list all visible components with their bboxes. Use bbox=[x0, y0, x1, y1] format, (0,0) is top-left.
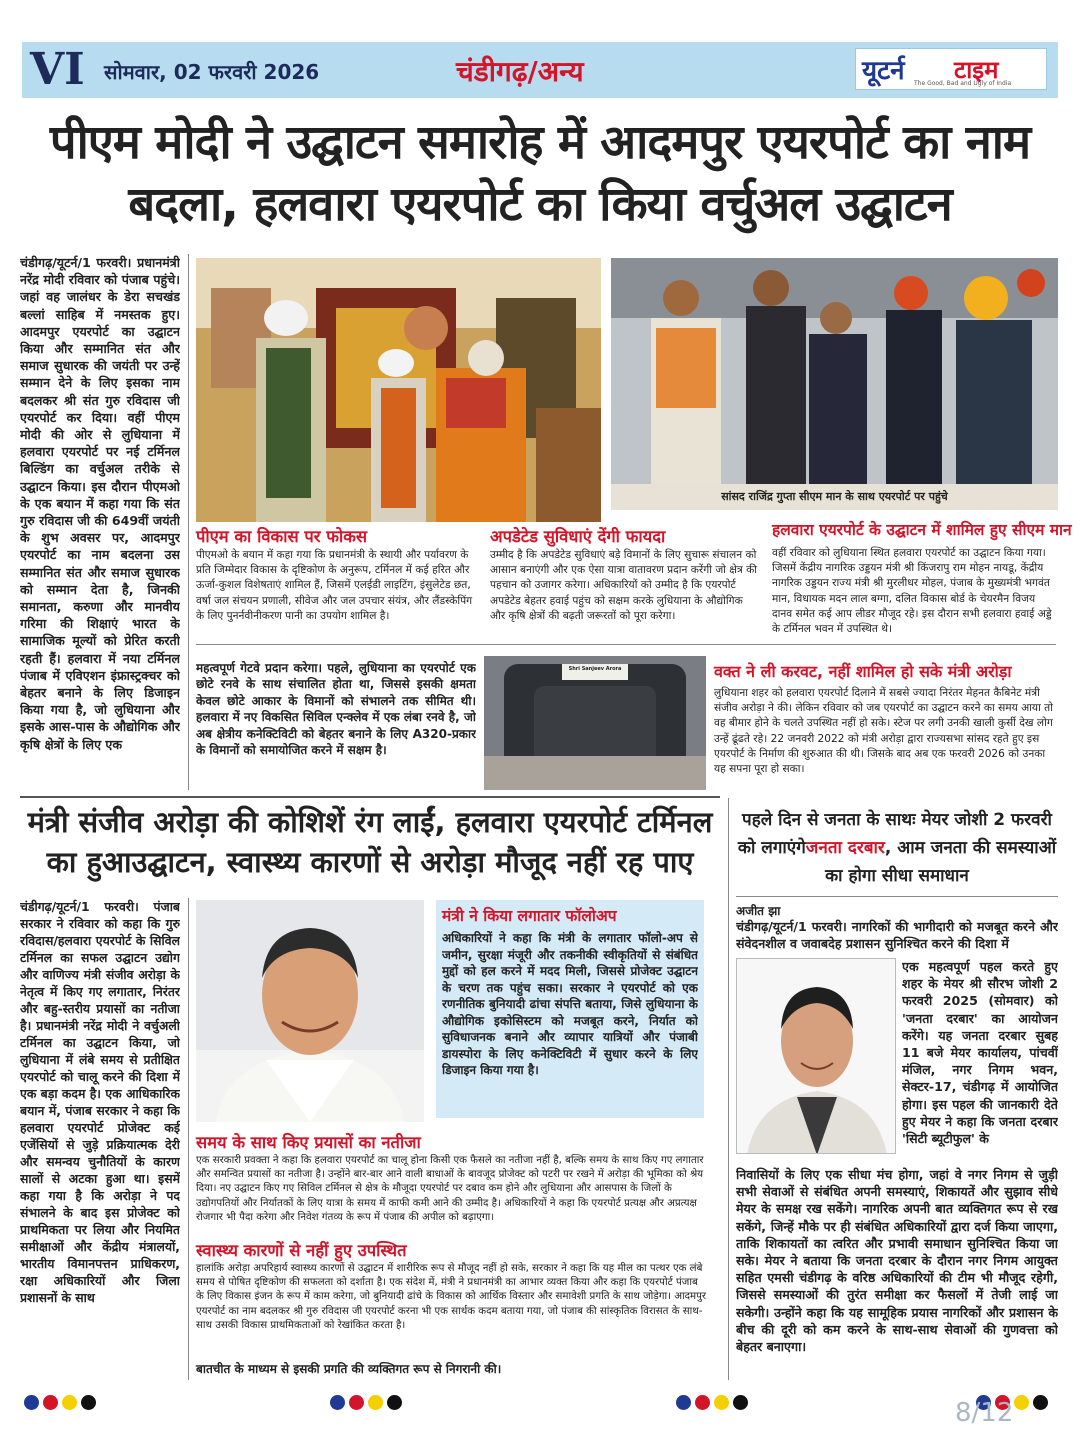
divider bbox=[736, 896, 1058, 897]
newspaper-logo bbox=[855, 48, 1047, 90]
color-dot bbox=[368, 1395, 383, 1410]
color-dot bbox=[43, 1395, 58, 1410]
color-dot bbox=[387, 1395, 402, 1410]
color-dot bbox=[1014, 1395, 1029, 1410]
subhead-pm-focus: पीएम का विकास पर फोकस bbox=[196, 527, 368, 546]
column-divider bbox=[188, 898, 189, 1380]
byline: अजीत झा bbox=[736, 904, 781, 918]
subtext-cm-mann: वहीं रविवार को लुधियाना स्थित हलवारा एयरपोर्ट का उद्घाटन किया गया। जिसमें केंद्रीय नागरिक उड्डयन मंत्री श्री किंजरापु राम मोहन नायडू, केंद्रीय नागरिक उड्डयन राज्य मंत्री श्री मुरलीधर मोहल, पंजाब के मुख्यमंत्री भगवंत मान, विधायक मदन लाल बग्गा, दलित विकास बोर्ड के चेयरमैन विजय दानव समेत कई आप लीडर मौजूद रहे। इस दौरान सभी हलवारा हवाई अड्डे के टर्मिनल भवन में उपस्थित थे। bbox=[772, 547, 1052, 636]
logo-text-1: यूटर्न bbox=[862, 56, 905, 86]
logo-tagline: The Good, Bad and Ugly of India bbox=[914, 80, 1012, 87]
issue-date: सोमवार, 02 फरवरी 2026 bbox=[104, 60, 320, 84]
color-dot bbox=[62, 1395, 77, 1410]
chair-nameplate: Shri Sanjeev Arora bbox=[568, 666, 622, 672]
color-dot bbox=[733, 1395, 748, 1410]
subtext-updated-facilities: उम्मीद है कि अपडेटेड सुविधाएं बड़े विमानों के लिए सुचारू संचालन को आसान बनाएंगी और एक ऐसा यात्रा वातावरण प्रदान करेंगी जो क्षेत्र की पहचान को उजागर करेगा। अधिकारियों को उम्मीद है कि एयरपोर्ट अपडेटेड बेहतर हवाई पहुंच को सक्षम करके लुधियाना के औद्योगिक और कृषि क्षेत्रों की बढ़ती जरूरतों को पूरा करेगा। bbox=[490, 549, 757, 622]
photo-caption: सांसद राजिंद्र गुप्ता सीएम मान के साथ एयरपोर्ट पर पहुंचे bbox=[611, 484, 1058, 510]
box-text: अधिकारियों ने कहा कि मंत्री के लगातार फॉलो-अप से जमीन, सुरक्षा मंजूरी और तकनीकी स्वीकृतियों से संबंधित मुद्दों को हल करने में मदद मिली, जिससे प्रोजेक्ट उद्घाटन के चरण तक पहुंच सका। सरकार ने एयरपोर्ट को एक रणनीतिक बुनियादी ढांचा संपत्ति बताया, जिसे लुधियाना के औद्योगिक इकोसिस्टम को मजबूत करने, निर्यात को सुविधाजनक बनाने और व्यापार यात्रियों और पंजाबी डायस्पोरा के लिए कनेक्टिविटी में सुधार करने के लिए डिजाइन किया गया है। bbox=[442, 931, 698, 1077]
story3-body: निवासियों के लिए एक सीधा मंच होगा, जहां वे नगर निगम से जुड़ी सभी सेवाओं से संबंधित अपनी समस्याएं, शिकायतें और सुझाव सीधे मेयर के समक्ष रख सकेंगे। नागरिक अपनी बात व्यक्तिगत रूप से रख सकेंगे, जिन्हें मौके पर ही संबंधित अधिकारियों द्वारा दर्ज किया जाएगा, ताकि शिकायतों का त्वरित और प्रभावी समाधान सुनिश्चित किया जा सके। मेयर ने बताया कि जनता दरबार के दौरान नगर निगम आयुक्त सहित एमसी चंडीगढ़ के वरिष्ठ अधिकारियों की टीम भी मौजूद रहेगी, जिससे समस्याओं की तुरंत समीक्षा कर फैसलों में तेजी लाई जा सकेगी। उन्होंने कहा कि यह सामूहिक प्रयास नागरिकों और प्रशासन के बीच की दूरी को कम करने के साथ-साथ सेवाओं की गुणवत्ता को बेहतर बनाएगा। bbox=[736, 1167, 1058, 1355]
subtext-health-reasons: हालांकि अरोड़ा अपरिहार्य स्वास्थ्य कारणों से उद्घाटन में शारीरिक रूप से मौजूद नहीं हो सके, सरकार ने कहा कि यह मील का पत्थर एक लंबे समय से पोषित दृष्टिकोण की सफलता को दर्शाता है। एक संदेश में, मंत्री ने प्रधानमंत्री का आभार व्यक्त किया और कहा कि एयरपोर्ट पंजाब के लिए विकास इंजन के रूप में काम करेगा, जो बुनियादी ढांचे के विकास को आर्थिक विस्तार और समावेशी प्रगति के साथ जोड़ेगा। आदमपुर एयरपोर्ट का नाम बदलकर श्री गुरु रविदास जी एयरपोर्ट करना भी एक सार्थक कदम बताया गया, जो पंजाब की सांस्कृतिक विरासत के साथ-साथ उसकी विकास प्राथमिकताओं को रेखांकित करता है। bbox=[196, 1263, 707, 1331]
story3-dateline: चंडीगढ़/यूटर्न/1 फरवरी। नागरिकों की भागीदारी को मजबूत करने और संवेदनशील व जवाबदेह प्रशासन सुनिश्चित करने की दिशा में bbox=[736, 919, 1058, 952]
story3-headline-part1: पहले दिन से जनता के साथः मेयर जोशी 2 फरवरी को लगाएंगे bbox=[737, 810, 1052, 858]
section-name: चंडीगढ़/अन्य bbox=[456, 55, 584, 88]
subhead-cm-mann: हलवारा एयरपोर्ट के उद्घाटन में शामिल हुए सीएम मान bbox=[772, 521, 1072, 539]
color-dot bbox=[676, 1395, 691, 1410]
color-dot bbox=[81, 1395, 96, 1410]
main-headline: पीएम मोदी ने उद्घाटन समारोह में आदमपुर एयरपोर्ट का नाम बदला, हलवारा एयरपोर्ट का किया वर्चुअल उद्घाटन bbox=[49, 115, 1031, 232]
story3-headline-red: जनता दरबार bbox=[805, 838, 885, 858]
column-divider bbox=[188, 254, 189, 790]
photo-mp-with-cm bbox=[611, 258, 1058, 484]
color-dot bbox=[330, 1395, 345, 1410]
photo-pm-at-dera bbox=[196, 258, 601, 522]
subtext-arora-missed: लुधियाना शहर को हलवारा एयरपोर्ट दिलाने में सबसे ज्यादा निरंतर मेहनत कैबिनेट मंत्री संजीव अरोड़ा ने की। लेकिन रविवार को जब एयरपोर्ट का उद्घाटन करने का समय आया तो वह बीमार होने के चलते उपस्थित नहीं हो सके। स्टेज पर लगी उनकी खाली कुर्सी देख लोग उन्हें ढूंढते रहे। 22 जनवरी 2022 को मंत्री अरोड़ा द्वारा राज्यसभा सांसद रहते हुए इस एयरपोर्ट के निर्माण की शुरुआत की थी। जिसके बाद अब एक फरवरी 2026 को उनका यह सपना पूरा हो सका। bbox=[714, 687, 1053, 776]
column-divider bbox=[728, 798, 729, 1380]
story3-headline-part2: , आम जनता की समस्याओं का होगा सीधा समाधान bbox=[825, 838, 1057, 886]
photo-empty-chair bbox=[484, 656, 706, 790]
gateway-text: महत्वपूर्ण गेटवे प्रदान करेगा। पहले, लुधियाना का एयरपोर्ट एक छोटे रनवे के साथ संचालित होता था, जिससे इसकी क्षमता केवल छोटे आकार के विमानों को संभालने तक सीमित थी। हलवारा में नए विकसित सिविल एन्क्लेव में एक लंबा रनवे है, जो अब क्षेत्रीय कनेक्टिविटी को बेहतर बनाने के लिए A320-प्रकार के विमानों को समायोजित करने में सक्षम है। bbox=[196, 661, 476, 758]
logo-text-2: टाइम bbox=[954, 56, 999, 84]
story3-headline bbox=[736, 806, 1058, 890]
color-dot bbox=[24, 1395, 39, 1410]
box-title: मंत्री ने किया लगातार फॉलोअप bbox=[442, 907, 617, 925]
color-dot bbox=[714, 1395, 729, 1410]
color-dot bbox=[1033, 1395, 1048, 1410]
story1-left-column: चंडीगढ़/यूटर्न/1 फरवरी। प्रधानमंत्री नरेंद्र मोदी रविवार को पंजाब पहुंचे। जहां वह जालंधर के डेरा सचखंड बल्लां साहिब में नमस्तक हुए। आदमपुर एयरपोर्ट का उद्घाटन किया और सम्मानित संत और समाज सुधारक की जयंती पर उन्हें सम्मान देने के लिए इसका नाम बदलकर श्री संत गुरु रविदास जी एयरपोर्ट कर दिया। वहीं पीएम मोदी की ओर से लुधियाना में हलवारा एयरपोर्ट पर नई टर्मिनल बिल्डिंग का वर्चुअल तरीके से उद्घाटन किया। इस दौरान पीएमओ के एक बयान में कहा गया कि संत गुरु रविदास जी की 649वीं जयंती के शुभ अवसर पर, आदमपुर एयरपोर्ट का नाम बदलना उस सम्मानित संत और समाज सुधारक को सम्मान देता है, जिनकी समानता, करुणा और मानवीय गरिमा की शिक्षाएं भारत के सामाजिक मूल्यों को प्रेरित करती रहती हैं। हलवारा में नया टर्मिनल पंजाब में एविएशन इंफ्रास्ट्रक्चर को बेहतर बनाने के लिए डिजाइन किया गया है, जो लुधियाना और इसके आस-पास के औद्योगिक और कृषि क्षेत्रों के लिए एक bbox=[20, 255, 180, 752]
subtext-efforts-result: एक सरकारी प्रवक्ता ने कहा कि हलवारा एयरपोर्ट का चालू होना किसी एक फैसले का नतीजा नहीं है, बल्कि समय के साथ किए गए लगातार और समन्वित प्रयासों का नतीजा है। उन्होंने बार-बार आने वाली बाधाओं के बावजूद प्रोजेक्ट को पटरी पर रखने में अरोड़ा की भूमिका को श्रेय दिया। नए उद्घाटन किए गए सिविल टर्मिनल से क्षेत्र के मौजूदा एयरपोर्ट पर दबाव कम होने और लुधियाना और आसपास के जिलों के उद्योगपतियों और निर्यातकों के लिए यात्रा के समय में काफी कमी आने की उम्मीद है। अधिकारियों ने कहा कि एयरपोर्ट प्रत्यक्ष और अप्रत्यक्ष रोजगार भी पैदा करेगा और निवेश गंतव्य के रूप में पंजाब की अपील को बढ़ाएगा। bbox=[196, 1155, 704, 1223]
color-dot bbox=[695, 1395, 710, 1410]
page-indicator: 8/12 bbox=[955, 1398, 1014, 1428]
page-number: VI bbox=[30, 44, 85, 95]
subtext-pm-focus: पीएमओ के बयान में कहा गया कि प्रधानमंत्री के स्थायी और पर्यावरण के प्रति जिम्मेदार विकास के दृष्टिकोण के अनुरूप, टर्मिनल में कई हरित और ऊर्जा-कुशल विशेषताएं शामिल हैं, जिसमें एलईडी लाइटिंग, इंसुलेटेड छत, वर्षा जल संचयन प्रणाली, सीवेज और जल उपचार संयंत्र, और लैंडस्केपिंग के लिए पुनर्नवीनीकरण पानी का उपयोग शामिल है। bbox=[196, 549, 473, 622]
photo-sanjeev-arora bbox=[196, 900, 424, 1122]
divider bbox=[196, 644, 1056, 645]
photo-mayor-joshi bbox=[736, 958, 896, 1154]
color-dot bbox=[349, 1395, 364, 1410]
subhead-arora-missed: वक्त ने ली करवट, नहीं शामिल हो सके मंत्री अरोड़ा bbox=[714, 662, 1012, 681]
story3-beside-photo: एक महत्वपूर्ण पहल करते हुए शहर के मेयर श्री सौरभ जोशी 2 फरवरी 2025 (सोमवार) को 'जनता दरबार' का आयोजन करेंगे। यह जनता दरबार सुबह 11 बजे मेयर कार्यालय, पांचवीं मंजिल, नगर निगम भवन, सेक्टर-17, चंडीगढ़ में आयोजित होगा। इस पहल की जानकारी देते हुए मेयर ने कहा कि जनता दरबार 'सिटी ब्यूटीफुल' के bbox=[902, 959, 1058, 1147]
subhead-efforts-result: समय के साथ किए प्रयासों का नतीजा bbox=[196, 1133, 421, 1152]
story2-left-column: चंडीगढ़/यूटर्न/1 फरवरी। पंजाब सरकार ने रविवार को कहा कि गुरु रविदास/हलवारा एयरपोर्ट के सिविल टर्मिनल का सफल उद्घाटन उद्योग और वाणिज्य मंत्री संजीव अरोड़ा के नेतृत्व में किए गए लगातार, निरंतर और बहु-स्तरीय प्रयासों का नतीजा है। प्रधानमंत्री नरेंद्र मोदी ने वर्चुअली टर्मिनल का उद्घाटन किया, जो लुधियाना में लंबे समय से प्रतीक्षित एयरपोर्ट को चालू करने की दिशा में एक बड़ा कदम है। एक आधिकारिक बयान में, पंजाब सरकार ने कहा कि हलवारा एयरपोर्ट प्रोजेक्ट कई एजेंसियों से जुड़े प्रक्रियात्मक देरी और समन्वय चुनौतियों के कारण सालों से अटका हुआ था। इसमें कहा गया है कि अरोड़ा ने पद संभालने के बाद इस प्रोजेक्ट को प्राथमिकता पर लिया और नियमित समीक्षाओं और केंद्रीय मंत्रालयों, भारतीय विमानपत्तन प्राधिकरण, रक्षा अधिकारियों और जिला प्रशासनों के साथ bbox=[20, 899, 180, 1305]
subhead-health-reasons: स्वास्थ्य कारणों से नहीं हुए उपस्थित bbox=[196, 1241, 407, 1260]
subhead-updated-facilities: अपडेटेड सुविधाएं देंगी फायदा bbox=[490, 527, 666, 546]
story2-headline: मंत्री संजीव अरोड़ा की कोशिशें रंग लाईं, हलवारा एयरपोर्ट टर्मिनल का हुआउद्घाटन, स्वास्थ्य कारणों से अरोड़ा मौजूद नहीं रह पाए bbox=[27, 805, 713, 879]
story2-continuation: बातचीत के माध्यम से इसकी प्रगति की व्यक्तिगत रूप से निगरानी की। bbox=[196, 1362, 502, 1376]
section-divider bbox=[20, 796, 720, 798]
